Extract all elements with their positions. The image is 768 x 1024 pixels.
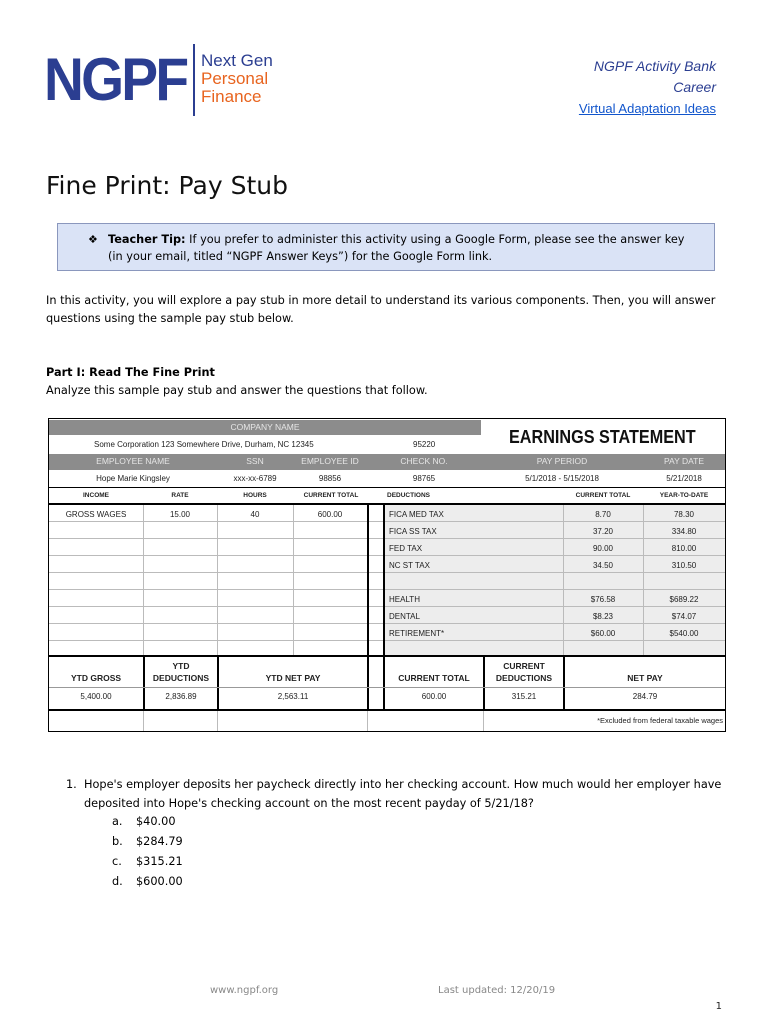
ytd-net-pay-label: YTD NET PAY	[265, 673, 321, 683]
col-year-to-date: YEAR-TO-DATE	[659, 492, 709, 499]
header-pay-period: PAY PERIOD	[536, 456, 588, 466]
divider	[367, 711, 368, 731]
employee-name: Hope Marie Kingsley	[96, 474, 170, 483]
deduction-label: FICA MED TAX	[389, 510, 444, 519]
income-current-total: 600.00	[317, 510, 343, 519]
current-deductions-value: 315.21	[511, 692, 537, 701]
option-d[interactable]	[112, 872, 183, 892]
deduction-ytd: $74.07	[671, 612, 697, 621]
pay-period: 5/1/2018 - 5/15/2018	[525, 474, 599, 483]
ngpf-logo-mark: NGPF	[44, 46, 187, 113]
company-name-header: COMPANY NAME	[49, 420, 481, 435]
deduction-ytd: 810.00	[671, 544, 697, 553]
part1-heading: Part I: Read The Fine Print	[46, 366, 215, 379]
diamond-bullet-icon: ❖	[88, 233, 98, 246]
ytd-gross-value: 5,400.00	[80, 692, 112, 701]
footer-site[interactable]: www.ngpf.org	[210, 985, 279, 996]
divider	[49, 487, 725, 488]
deduction-ytd: 78.30	[673, 510, 695, 519]
logo-line-personal: Personal	[201, 69, 269, 88]
activity-category: Career	[673, 79, 716, 95]
employee-ssn: xxx-xx-6789	[233, 474, 277, 483]
logo-line-finance: Finance	[201, 87, 262, 106]
question-text-line1: Hope's employer deposits her paycheck directly into her checking account. How much would her employer have	[84, 778, 722, 791]
footer-last-updated: Last updated: 12/20/19	[438, 985, 556, 996]
deduction-ytd: 334.80	[671, 527, 697, 536]
pay-stub	[48, 418, 726, 732]
deduction-current: $60.00	[590, 629, 616, 638]
option-a[interactable]	[112, 812, 183, 832]
col-income: INCOME	[83, 492, 109, 499]
header-check-no: CHECK NO.	[400, 456, 448, 466]
current-deductions-label-2: DEDUCTIONS	[495, 673, 553, 683]
deduction-ytd: $689.22	[669, 595, 699, 604]
ytd-deductions-label-2: DEDUCTIONS	[152, 673, 210, 683]
divider	[49, 589, 725, 590]
ytd-deductions-value: 2,836.89	[165, 692, 197, 701]
question-text-line2: deposited into Hope's checking account on the most recent payday of 5/21/18?	[84, 797, 534, 810]
deduction-current: $8.23	[592, 612, 614, 621]
check-number: 98765	[412, 474, 436, 483]
option-letter: b.	[112, 835, 123, 848]
header-pay-date: PAY DATE	[664, 456, 704, 466]
teacher-tip-box	[57, 223, 715, 271]
intro-paragraph: In this activity, you will explore a pay stub in more detail to understand its various components. Then, you will answer questions using the sample pay stub below.	[46, 294, 716, 325]
company-zip: 95220	[413, 440, 436, 449]
deduction-current: 34.50	[592, 561, 614, 570]
company-address: Some Corporation 123 Somewhere Drive, Durham, NC 12345	[94, 440, 314, 449]
divider	[49, 687, 725, 688]
deduction-label: RETIREMENT*	[389, 629, 445, 638]
earnings-statement-title: EARNINGS STATEMENT	[509, 427, 696, 447]
logo-line-next-gen: Next Gen	[201, 51, 273, 70]
net-pay-value: 284.79	[632, 692, 658, 701]
current-total-label: CURRENT TOTAL	[398, 673, 470, 683]
deduction-label: NC ST TAX	[389, 561, 430, 570]
deduction-current: 90.00	[592, 544, 614, 553]
activity-info	[579, 56, 716, 119]
deduction-label: FICA SS TAX	[389, 527, 437, 536]
ytd-gross-label: YTD GROSS	[70, 673, 122, 683]
option-value: $40.00	[136, 815, 176, 828]
net-pay-label: NET PAY	[627, 673, 663, 683]
deduction-ytd: 310.50	[671, 561, 697, 570]
divider	[49, 655, 725, 657]
col-ded-current-total: CURRENT TOTAL	[575, 492, 631, 499]
option-c[interactable]	[112, 852, 183, 872]
deduction-ytd: $540.00	[669, 629, 699, 638]
option-b[interactable]	[112, 832, 183, 852]
option-letter: d.	[112, 875, 123, 888]
question-1-options	[112, 812, 183, 892]
col-deductions: DEDUCTIONS	[387, 492, 430, 499]
logo-divider	[193, 44, 195, 116]
divider	[143, 711, 144, 731]
divider	[483, 711, 484, 731]
divider	[49, 709, 725, 711]
current-total-value: 600.00	[421, 692, 447, 701]
col-hours: HOURS	[243, 492, 267, 499]
teacher-tip-label: Teacher Tip:	[108, 233, 186, 246]
income-hours: 40	[250, 510, 260, 519]
ytd-deductions-label-1: YTD	[172, 661, 190, 671]
deduction-label: DENTAL	[389, 612, 420, 621]
activity-bank-label: NGPF Activity Bank	[593, 58, 716, 74]
deduction-current: 8.70	[595, 510, 611, 519]
option-letter: c.	[112, 855, 122, 868]
current-deductions-label-1: CURRENT	[503, 661, 545, 671]
header-employee-name: EMPLOYEE NAME	[96, 456, 170, 466]
pay-date: 5/21/2018	[666, 474, 702, 483]
deduction-label: FED TAX	[389, 544, 423, 553]
col-rate: RATE	[171, 492, 189, 499]
header-ssn: SSN	[246, 456, 264, 466]
deduction-current: $76.58	[590, 595, 616, 604]
option-value: $600.00	[136, 875, 183, 888]
option-value: $284.79	[136, 835, 183, 848]
employee-id: 98856	[318, 474, 342, 483]
question-number: 1.	[66, 778, 77, 791]
option-value: $315.21	[136, 855, 183, 868]
question-1	[66, 775, 721, 813]
deduction-current: 37.20	[592, 527, 614, 536]
divider	[217, 711, 218, 731]
teacher-tip-text: If you prefer to administer this activity using a Google Form, please see the answer key (in your email, titled “NGPF Answer Keys”) for the Google Form link.	[108, 233, 685, 263]
divider	[293, 505, 294, 655]
income-gross-wages: GROSS WAGES	[65, 510, 127, 519]
deduction-label: HEALTH	[389, 595, 420, 604]
col-current-total: CURRENT TOTAL	[303, 492, 359, 499]
virtual-adaptation-link[interactable]: Virtual Adaptation Ideas	[578, 101, 716, 116]
page-number: 1	[715, 1001, 722, 1012]
option-letter: a.	[112, 815, 123, 828]
divider	[367, 505, 369, 711]
divider	[143, 505, 144, 655]
divider	[217, 505, 218, 655]
ngpf-logo-text	[201, 52, 273, 106]
page-title: Fine Print: Pay Stub	[46, 171, 288, 200]
ytd-net-pay-value: 2,563.11	[277, 692, 309, 701]
income-rate: 15.00	[169, 510, 191, 519]
footnote: *Excluded from federal taxable wages	[597, 716, 723, 725]
part1-instructions: Analyze this sample pay stub and answer the questions that follow.	[46, 384, 428, 397]
header-employee-id: EMPLOYEE ID	[301, 456, 359, 466]
